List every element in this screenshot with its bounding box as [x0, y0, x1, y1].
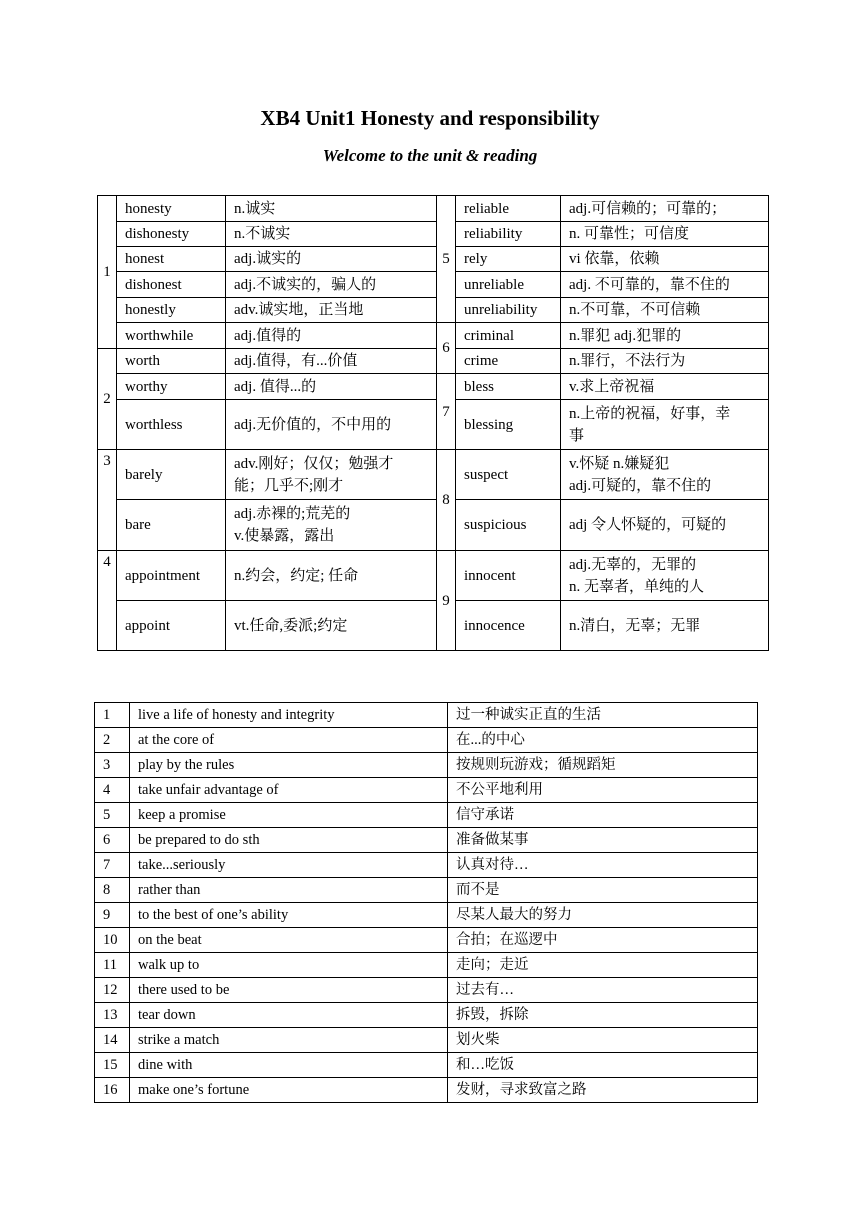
table-row	[98, 323, 769, 349]
word-cell: worthwhile	[117, 323, 226, 349]
table-row	[95, 703, 758, 728]
phrase-english: at the core of	[130, 728, 448, 753]
group-number: 1	[98, 196, 117, 349]
table-row	[95, 1028, 758, 1053]
table-row	[95, 753, 758, 778]
word-cell: blessing	[456, 400, 561, 450]
meaning-cell: adv.诚实地，正当地	[226, 298, 437, 323]
phrase-chinese: 过去有…	[448, 978, 758, 1003]
word-cell: bare	[117, 500, 226, 551]
phrase-number: 13	[95, 1003, 130, 1028]
meaning-cell: adj.诚实的	[226, 247, 437, 272]
phrase-number: 6	[95, 828, 130, 853]
table-row	[98, 551, 769, 601]
phrase-number: 2	[95, 728, 130, 753]
phrase-chinese: 过一种诚实正直的生活	[448, 703, 758, 728]
meaning-cell: n.上帝的祝福，好事，幸 事	[561, 400, 769, 450]
phrase-chinese: 合拍；在巡逻中	[448, 928, 758, 953]
table-row	[95, 828, 758, 853]
phrase-english: walk up to	[130, 953, 448, 978]
meaning-cell: adv.刚好；仅仅；勉强才 能；几乎不;刚才	[226, 450, 437, 500]
phrase-chinese: 按规则玩游戏；循规蹈矩	[448, 753, 758, 778]
word-cell: suspicious	[456, 500, 561, 551]
group-number: 7	[437, 374, 456, 450]
word-cell: honestly	[117, 298, 226, 323]
phrase-number: 11	[95, 953, 130, 978]
phrase-chinese: 而不是	[448, 878, 758, 903]
phrases-table	[94, 702, 758, 1103]
meaning-cell: n.罪行，不法行为	[561, 349, 769, 374]
meaning-cell: adj.赤裸的;荒芜的 v.使暴露，露出	[226, 500, 437, 551]
phrase-english: live a life of honesty and integrity	[130, 703, 448, 728]
phrase-english: tear down	[130, 1003, 448, 1028]
table-row	[95, 928, 758, 953]
phrase-number: 14	[95, 1028, 130, 1053]
table-row	[95, 1003, 758, 1028]
phrase-number: 10	[95, 928, 130, 953]
meaning-cell: n.约会，约定; 任命	[226, 551, 437, 601]
table-row	[95, 978, 758, 1003]
word-cell: honesty	[117, 196, 226, 222]
phrase-english: rather than	[130, 878, 448, 903]
phrase-number: 16	[95, 1078, 130, 1103]
meaning-cell: vi 依靠，依赖	[561, 247, 769, 272]
phrase-english: to the best of one’s ability	[130, 903, 448, 928]
meaning-cell: adj.可信赖的；可靠的；	[561, 196, 769, 222]
table-row	[98, 196, 769, 222]
word-cell: dishonesty	[117, 222, 226, 247]
phrase-chinese: 尽某人最大的努力	[448, 903, 758, 928]
table-row	[95, 953, 758, 978]
phrase-number: 9	[95, 903, 130, 928]
table-row	[95, 853, 758, 878]
phrase-number: 5	[95, 803, 130, 828]
meaning-cell: adj.无辜的，无罪的 n. 无辜者，单纯的人	[561, 551, 769, 601]
meaning-cell: n.不诚实	[226, 222, 437, 247]
word-cell: appointment	[117, 551, 226, 601]
group-number: 8	[437, 450, 456, 551]
phrase-chinese: 信守承诺	[448, 803, 758, 828]
word-cell: bless	[456, 374, 561, 400]
phrase-english: strike a match	[130, 1028, 448, 1053]
table-row	[98, 400, 769, 450]
document-title: XB4 Unit1 Honesty and responsibility	[260, 106, 600, 130]
vocabulary-table	[97, 195, 769, 651]
phrase-chinese: 划火柴	[448, 1028, 758, 1053]
table-row	[98, 298, 769, 323]
meaning-cell: adj.值得，有...价值	[226, 349, 437, 374]
phrase-english: take...seriously	[130, 853, 448, 878]
phrase-chinese: 和…吃饭	[448, 1053, 758, 1078]
meaning-cell: n.诚实	[226, 196, 437, 222]
word-cell: appoint	[117, 601, 226, 651]
word-cell: reliable	[456, 196, 561, 222]
phrase-number: 8	[95, 878, 130, 903]
meaning-cell: adj. 值得...的	[226, 374, 437, 400]
phrase-english: there used to be	[130, 978, 448, 1003]
phrase-chinese: 走向；走近	[448, 953, 758, 978]
meaning-cell: adj. 不可靠的，靠不住的	[561, 272, 769, 298]
word-cell: rely	[456, 247, 561, 272]
table-row	[98, 222, 769, 247]
phrase-number: 12	[95, 978, 130, 1003]
group-number: 2	[98, 349, 117, 450]
phrase-chinese: 不公平地利用	[448, 778, 758, 803]
phrase-chinese: 在...的中心	[448, 728, 758, 753]
group-number: 4	[98, 551, 117, 651]
meaning-cell: v.求上帝祝福	[561, 374, 769, 400]
table-row	[95, 1078, 758, 1103]
word-cell: worthless	[117, 400, 226, 450]
document-subtitle: Welcome to the unit & reading	[322, 146, 538, 165]
phrase-english: dine with	[130, 1053, 448, 1078]
table-row	[98, 450, 769, 500]
phrase-number: 1	[95, 703, 130, 728]
phrase-number: 3	[95, 753, 130, 778]
phrase-chinese: 拆毁，拆除	[448, 1003, 758, 1028]
table-row	[98, 500, 769, 551]
phrase-english: be prepared to do sth	[130, 828, 448, 853]
phrase-english: play by the rules	[130, 753, 448, 778]
group-number: 3	[98, 450, 117, 551]
meaning-cell: n. 可靠性；可信度	[561, 222, 769, 247]
group-number: 6	[437, 323, 456, 374]
word-cell: dishonest	[117, 272, 226, 298]
word-cell: crime	[456, 349, 561, 374]
table-row	[95, 903, 758, 928]
phrase-chinese: 发财，寻求致富之路	[448, 1078, 758, 1103]
phrases-body	[95, 703, 758, 1103]
word-cell: worth	[117, 349, 226, 374]
meaning-cell: adj.无价值的，不中用的	[226, 400, 437, 450]
phrase-english: keep a promise	[130, 803, 448, 828]
table-row	[95, 728, 758, 753]
phrase-english: make one’s fortune	[130, 1078, 448, 1103]
word-cell: barely	[117, 450, 226, 500]
phrase-chinese: 认真对待…	[448, 853, 758, 878]
phrase-english: on the beat	[130, 928, 448, 953]
word-cell: honest	[117, 247, 226, 272]
word-cell: unreliable	[456, 272, 561, 298]
word-cell: innocence	[456, 601, 561, 651]
meaning-cell: v.怀疑 n.嫌疑犯 adj.可疑的，靠不住的	[561, 450, 769, 500]
table-row	[98, 601, 769, 651]
phrase-number: 7	[95, 853, 130, 878]
group-number: 5	[437, 196, 456, 323]
word-cell: innocent	[456, 551, 561, 601]
meaning-cell: adj.值得的	[226, 323, 437, 349]
table-row	[95, 803, 758, 828]
table-row	[95, 878, 758, 903]
meaning-cell: adj 令人怀疑的，可疑的	[561, 500, 769, 551]
word-cell: suspect	[456, 450, 561, 500]
table-row	[98, 374, 769, 400]
meaning-cell: adj.不诚实的，骗人的	[226, 272, 437, 298]
meaning-cell: vt.任命,委派;约定	[226, 601, 437, 651]
phrase-chinese: 准备做某事	[448, 828, 758, 853]
meaning-cell: n.罪犯 adj.犯罪的	[561, 323, 769, 349]
word-cell: unreliability	[456, 298, 561, 323]
table-row	[98, 272, 769, 298]
meaning-cell: n.清白，无辜；无罪	[561, 601, 769, 651]
table-row	[95, 1053, 758, 1078]
table-row	[95, 778, 758, 803]
phrase-number: 15	[95, 1053, 130, 1078]
phrase-number: 4	[95, 778, 130, 803]
phrase-english: take unfair advantage of	[130, 778, 448, 803]
word-cell: reliability	[456, 222, 561, 247]
group-number: 9	[437, 551, 456, 651]
table-row	[98, 247, 769, 272]
meaning-cell: n.不可靠，不可信赖	[561, 298, 769, 323]
table-row	[98, 349, 769, 374]
word-cell: worthy	[117, 374, 226, 400]
word-cell: criminal	[456, 323, 561, 349]
